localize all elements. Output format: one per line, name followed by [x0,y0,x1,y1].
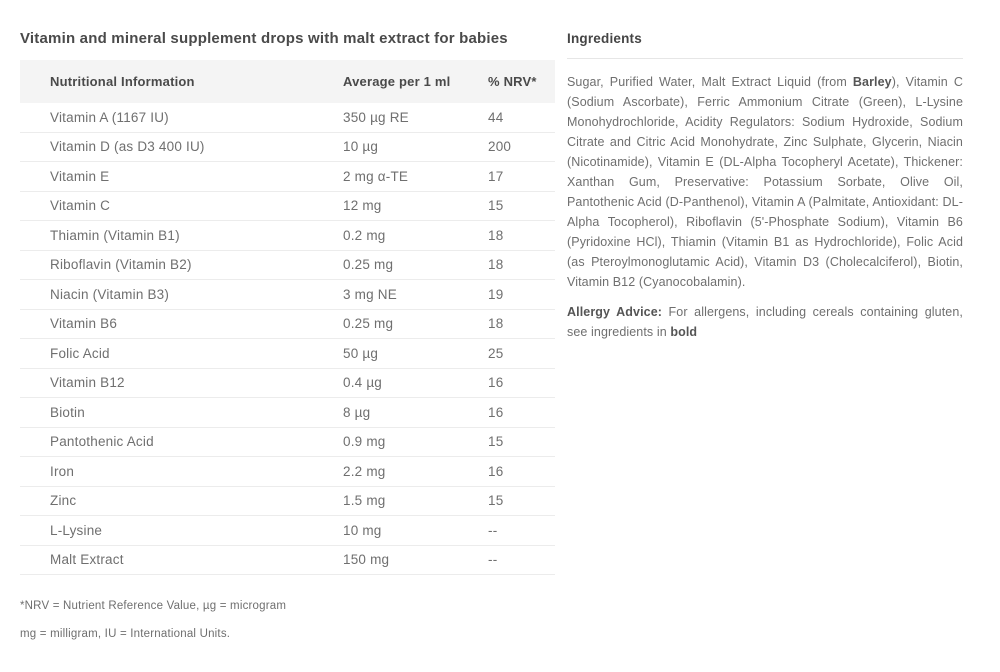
nutrient-nrv: -- [488,522,498,538]
nutrient-name: Malt Extract [50,552,124,568]
nutrient-name: Vitamin C [50,198,111,214]
bold-text-segment: bold [670,325,698,339]
nutrient-name: Vitamin D (as D3 400 IU) [50,139,205,155]
nutrient-amount: 2 mg α-TE [343,168,409,184]
table-row [20,487,555,517]
nutrition-table [20,60,555,575]
nutrient-nrv: 18 [488,316,504,332]
table-row [20,103,555,133]
page-title: Vitamin and mineral supplement drops with malt extract for babies [20,30,508,47]
nutrition-table-body [20,103,555,575]
bold-text-segment: Barley [852,75,892,89]
nutrient-nrv: 25 [488,345,504,361]
table-row [20,221,555,251]
nutrient-name: Vitamin E [50,168,110,184]
table-row [20,310,555,340]
ingredients-divider [567,58,963,59]
table-footnotes [20,600,286,656]
nutrient-amount: 150 mg [343,552,390,568]
table-row [20,398,555,428]
nutrient-nrv: 44 [488,109,504,125]
nutrient-name: Iron [50,463,75,479]
nutrient-name: Biotin [50,404,85,420]
ingredients-section [567,31,963,342]
nutrient-amount: 0.4 µg [343,375,383,391]
table-row [20,280,555,310]
nutrient-name: Zinc [50,493,77,509]
table-row [20,192,555,222]
footnote-line-2: mg = milligram, IU = International Units. [20,628,231,640]
text-segment: Sugar, Purified Water, Malt Extract Liquid (from [567,75,853,89]
nutrient-nrv: 15 [488,198,504,214]
table-row [20,516,555,546]
nutrient-nrv: 200 [488,139,512,155]
nutrient-name: Vitamin B12 [50,375,125,391]
nutrient-amount: 2.2 mg [343,463,386,479]
nutrient-nrv: 18 [488,257,504,273]
nutrient-nrv: 18 [488,227,504,243]
nutrient-nrv: -- [488,552,498,568]
nutrient-amount: 1.5 mg [343,493,386,509]
text-segment: ), Vitamin C (Sodium Ascorbate), Ferric Ammonium Citrate (Green), L-Lysine Monohydrochloride, Acidity Regulators: Sodium Hydroxide, Sodium Citrate and Citric Acid Monohydrate, Zinc Sulphate, Glycerin, Niacin (Nicotinamide), Vitamin E (DL-Alpha Tocopheryl Acetate), Thickener: Xanthan Gum, Preservative: Potassium Sorbate, Olive Oil, Pantothenic Acid (D-Panthenol), Vitamin A (Palmitate, Antioxidant: DL-Alpha Tocopherol), Riboflavin (5'-Phosphate Sodium), Vitamin B6 (Pyridoxine HCl), Thiamin (Vitamin B1 as Hydrochloride), Folic Acid (as Pteroylmonoglutamic Acid), Vitamin D3 (Cholecalciferol), Biotin, Vitamin B12 (Cyanocobalamin). [567,75,963,289]
nutrition-table-header [20,60,555,103]
ingredients-heading: Ingredients [567,31,642,46]
nutrient-amount: 350 µg RE [343,109,409,125]
nutrient-name: L-Lysine [50,522,103,538]
nutrient-nrv: 15 [488,434,504,450]
table-row [20,133,555,163]
nutrient-amount: 8 µg [343,404,371,420]
nutrient-name: Folic Acid [50,345,110,361]
footnote-line-1: *NRV = Nutrient Reference Value, µg = microgram [20,600,287,612]
nutrient-name: Vitamin A (1167 IU) [50,109,169,125]
nutrient-name: Riboflavin (Vitamin B2) [50,257,192,273]
table-row [20,369,555,399]
allergy-advice-paragraph [567,302,963,342]
table-row [20,339,555,369]
table-row [20,546,555,576]
nutrient-name: Pantothenic Acid [50,434,154,450]
nutrient-amount: 0.2 mg [343,227,386,243]
col-header-percent-nrv: % NRV* [488,74,537,89]
nutrient-nrv: 19 [488,286,504,302]
nutrient-amount: 0.9 mg [343,434,386,450]
ingredients-paragraph [567,72,963,292]
table-row [20,251,555,281]
nutrient-nrv: 15 [488,493,504,509]
table-row [20,162,555,192]
text-segment: For allergens, including cereals containing gluten, see ingredients in [567,305,963,339]
nutrient-nrv: 16 [488,463,504,479]
nutrient-amount: 10 µg [343,139,379,155]
nutrient-nrv: 17 [488,168,504,184]
nutrient-amount: 0.25 mg [343,316,394,332]
nutrient-name: Niacin (Vitamin B3) [50,286,170,302]
nutrient-amount: 50 µg [343,345,379,361]
nutrient-amount: 0.25 mg [343,257,394,273]
nutrient-name: Thiamin (Vitamin B1) [50,227,180,243]
nutrient-name: Vitamin B6 [50,316,118,332]
table-row [20,457,555,487]
nutrient-amount: 10 mg [343,522,382,538]
nutrient-nrv: 16 [488,404,504,420]
col-header-average-per-1ml: Average per 1 ml [343,74,451,89]
col-header-nutritional-information: Nutritional Information [50,74,195,89]
nutrient-amount: 12 mg [343,198,382,214]
nutrient-nrv: 16 [488,375,504,391]
table-row [20,428,555,458]
nutrient-amount: 3 mg NE [343,286,397,302]
bold-text-segment: Allergy Advice: [567,305,663,319]
